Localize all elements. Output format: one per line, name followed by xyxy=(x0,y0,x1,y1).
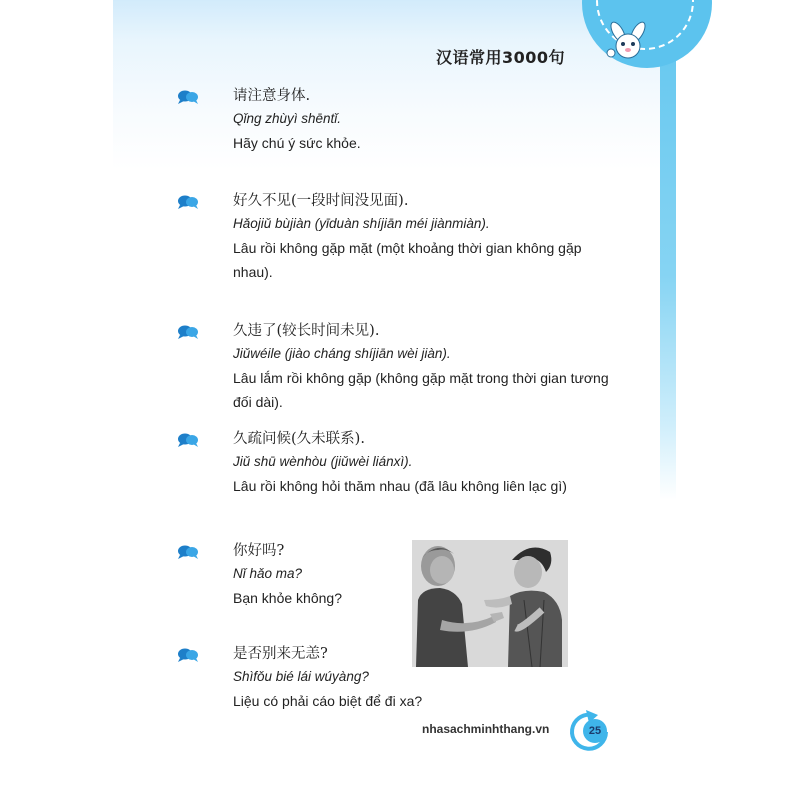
vietnamese-translation: Liệu có phải cáo biệt để đi xa? xyxy=(233,693,423,709)
vietnamese-translation: Lâu rồi không gặp mặt (một khoảng thời gian không gặp nhau). xyxy=(233,240,582,280)
speech-bubbles-icon xyxy=(177,194,199,210)
chinese-phrase: 你好吗? xyxy=(233,543,285,559)
vietnamese-translation: Lâu lắm rồi không gặp (không gặp mặt trong thời gian tương đối dài). xyxy=(233,370,609,410)
pinyin-text: Shìfǒu bié lái wúyàng? xyxy=(233,669,369,684)
phrase-entry xyxy=(233,190,613,284)
pinyin-text: Jiǔ shū wènhòu (jiǔwèi liánxì). xyxy=(233,454,413,469)
phrase-entry xyxy=(233,540,403,610)
book-title: 汉语常用3000句 xyxy=(436,48,566,67)
vietnamese-translation: Hãy chú ý sức khỏe. xyxy=(233,135,361,151)
chinese-phrase: 是否别来无恙? xyxy=(233,646,328,662)
speech-bubbles-icon xyxy=(177,89,199,105)
speech-bubbles-icon xyxy=(177,544,199,560)
pinyin-text: Jiǔwéile (jiào cháng shíjiān wèi jiàn). xyxy=(233,346,451,361)
speech-bubbles-icon xyxy=(177,324,199,340)
website-link[interactable]: nhasachminhthang.vn xyxy=(422,722,550,736)
chinese-phrase: 久违了(较长时间未见). xyxy=(233,323,380,339)
speech-bubbles-icon xyxy=(177,647,199,663)
vietnamese-translation: Bạn khỏe không? xyxy=(233,590,342,606)
pinyin-text: Qǐng zhùyì shēntǐ. xyxy=(233,111,342,126)
page-number: 25 xyxy=(583,719,607,743)
page-edge-strip xyxy=(660,0,676,500)
chinese-phrase: 请注意身体. xyxy=(233,88,311,104)
chinese-phrase: 好久不见(一段时间没见面). xyxy=(233,193,409,209)
vietnamese-translation: Lâu rồi không hỏi thăm nhau (đã lâu không liên lạc gì) xyxy=(233,478,567,494)
phrase-entry xyxy=(233,320,613,414)
phrase-entry xyxy=(233,428,613,498)
speech-bubbles-icon xyxy=(177,432,199,448)
pinyin-text: Hǎojiǔ bùjiàn (yīduàn shíjiān méi jiànmiàn). xyxy=(233,216,490,231)
chinese-phrase: 久疏问候(久未联系). xyxy=(233,431,365,447)
phrase-entry xyxy=(233,85,613,155)
two-boys-talking-illustration xyxy=(412,540,568,667)
bunny-mascot-icon xyxy=(600,20,658,60)
pinyin-text: Nǐ hǎo ma? xyxy=(233,566,303,581)
